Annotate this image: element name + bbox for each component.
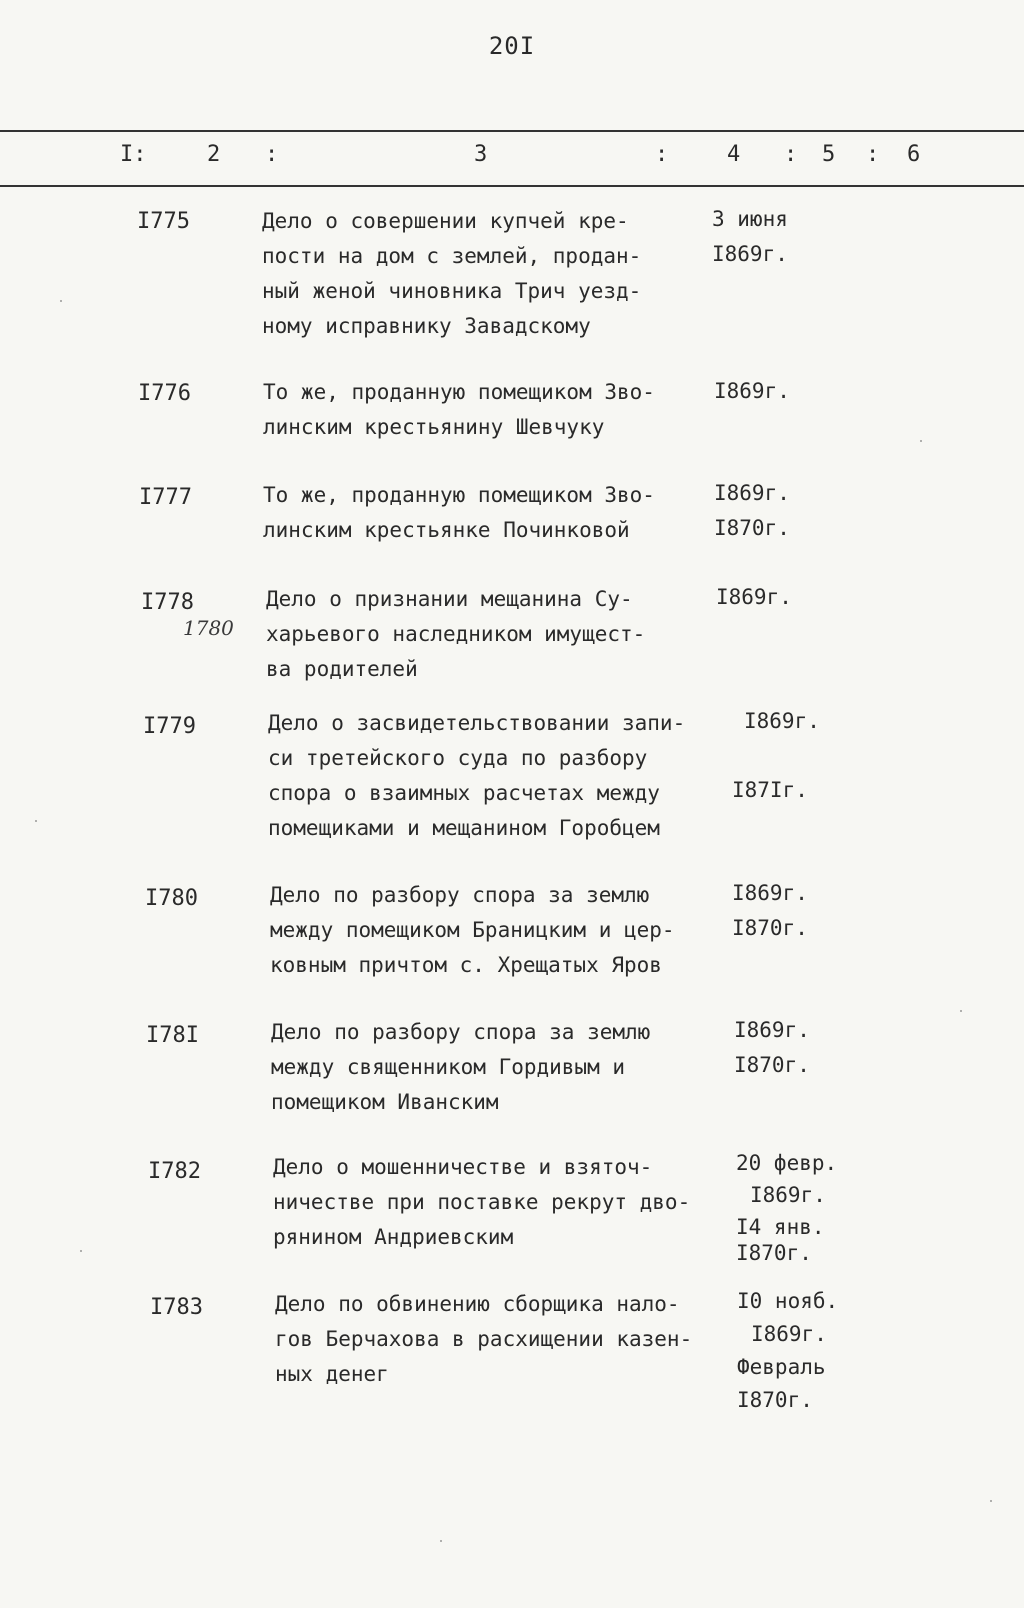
entry-dates xyxy=(714,374,790,409)
page-number: 20I xyxy=(488,32,536,60)
entry-description xyxy=(271,1015,731,1120)
entry-description xyxy=(275,1287,735,1392)
date-line: I869г. xyxy=(750,1183,826,1207)
entry-description xyxy=(268,706,728,846)
date-line: I869г. xyxy=(712,242,788,266)
entry-dates xyxy=(732,773,808,808)
column-header-4: 4 xyxy=(727,142,741,167)
description-line: гов Берчахова в расхищении казен- xyxy=(275,1327,693,1351)
scan-speck xyxy=(990,1500,992,1502)
date-line: I870г. xyxy=(734,1053,810,1077)
column-header-5: 5 xyxy=(822,142,836,167)
date-line: 20 февр. xyxy=(736,1151,838,1175)
description-line: между священником Гордивым и xyxy=(271,1055,626,1079)
description-line: линским крестьянину Шевчуку xyxy=(263,415,605,439)
column-separator: : xyxy=(265,142,279,167)
date-line: Февраль xyxy=(737,1355,826,1379)
entry-description xyxy=(263,478,723,548)
entry-dates xyxy=(737,1285,838,1417)
date-line: I870г. xyxy=(737,1388,813,1412)
date-line: I870г. xyxy=(714,516,790,540)
description-line: ва родителей xyxy=(266,657,418,681)
entry-number: I775 xyxy=(137,209,190,234)
scan-speck xyxy=(440,1540,442,1542)
entry-number: I778 xyxy=(141,590,194,615)
handwritten-annotation: 1780 xyxy=(183,616,234,640)
date-line: I869г. xyxy=(734,1018,810,1042)
entry-dates xyxy=(736,1148,837,1264)
entry-number: I782 xyxy=(148,1159,201,1184)
scan-speck xyxy=(920,440,922,442)
description-line: линским крестьянке Починковой xyxy=(263,518,630,542)
date-line: I869г. xyxy=(714,379,790,403)
date-line: I870г. xyxy=(736,1241,812,1265)
description-line: Дело о засвидетельствовании запи- xyxy=(268,711,686,735)
description-line: Дело по разбору спора за землю xyxy=(271,1020,651,1044)
date-line: I869г. xyxy=(716,585,792,609)
entry-number: I780 xyxy=(145,886,198,911)
date-line: 3 июня xyxy=(712,207,788,231)
entry-description xyxy=(273,1150,733,1255)
entry-number: I78I xyxy=(146,1023,199,1048)
description-line: То же, проданную помещиком Зво- xyxy=(263,380,655,404)
date-line: I4 янв. xyxy=(736,1215,825,1239)
date-line: I869г. xyxy=(714,481,790,505)
column-separator: : xyxy=(866,142,880,167)
column-header-2: 2 xyxy=(207,142,221,167)
description-line: рянином Андриевским xyxy=(273,1225,514,1249)
description-line: Дело по обвинению сборщика нало- xyxy=(275,1292,680,1316)
scan-speck xyxy=(960,1010,962,1012)
description-line: ковным причтом с. Хрещатых Яров xyxy=(270,953,662,977)
description-line: Дело о признании мещанина Су- xyxy=(266,587,633,611)
column-header-3: 3 xyxy=(474,142,488,167)
entry-number: I776 xyxy=(138,381,191,406)
date-line: I869г. xyxy=(744,709,820,733)
entry-dates xyxy=(712,202,788,272)
entry-description xyxy=(263,375,723,445)
date-line: I870г. xyxy=(732,916,808,940)
entry-number: I779 xyxy=(143,714,196,739)
entry-dates xyxy=(744,704,820,739)
description-line: харьевого наследником имущест- xyxy=(266,622,646,646)
description-line: ных денег xyxy=(275,1362,389,1386)
description-line: Дело по разбору спора за землю xyxy=(270,883,650,907)
description-line: То же, проданную помещиком Зво- xyxy=(263,483,655,507)
entry-description xyxy=(262,204,722,344)
entry-description xyxy=(270,878,730,983)
description-line: ному исправнику Завадскому xyxy=(262,314,591,338)
column-header-1: I: xyxy=(120,142,147,167)
scan-speck xyxy=(60,300,62,302)
description-line: между помещиком Браницким и цер- xyxy=(270,918,675,942)
entry-dates xyxy=(732,876,808,946)
entry-number: I777 xyxy=(139,485,192,510)
column-separator: : xyxy=(655,142,669,167)
description-line: Дело о мошенничестве и взяточ- xyxy=(273,1155,653,1179)
description-line: ничестве при поставке рекрут дво- xyxy=(273,1190,691,1214)
column-separator: : xyxy=(784,142,798,167)
scan-speck xyxy=(80,1250,82,1252)
description-line: Дело о совершении купчей кре- xyxy=(262,209,629,233)
description-line: си третейского суда по разбору xyxy=(268,746,648,770)
header-top-rule xyxy=(0,130,1024,132)
description-line: помещиками и мещанином Горобцем xyxy=(268,816,660,840)
entry-dates xyxy=(734,1013,810,1083)
entry-dates xyxy=(716,580,792,615)
date-line: I87Iг. xyxy=(732,778,808,802)
header-bottom-rule xyxy=(0,185,1024,187)
description-line: помещиком Иванским xyxy=(271,1090,499,1114)
date-line: I869г. xyxy=(732,881,808,905)
date-line: I0 нояб. xyxy=(737,1289,839,1313)
entry-description xyxy=(266,582,726,687)
entry-dates xyxy=(714,476,790,546)
description-line: ный женой чиновника Трич уезд- xyxy=(262,279,642,303)
column-header-6: 6 xyxy=(907,142,921,167)
scan-speck xyxy=(35,820,37,822)
description-line: спора о взаимных расчетах между xyxy=(268,781,660,805)
description-line: пости на дом с землей, продан- xyxy=(262,244,642,268)
date-line: I869г. xyxy=(751,1322,827,1346)
entry-number: I783 xyxy=(150,1295,203,1320)
